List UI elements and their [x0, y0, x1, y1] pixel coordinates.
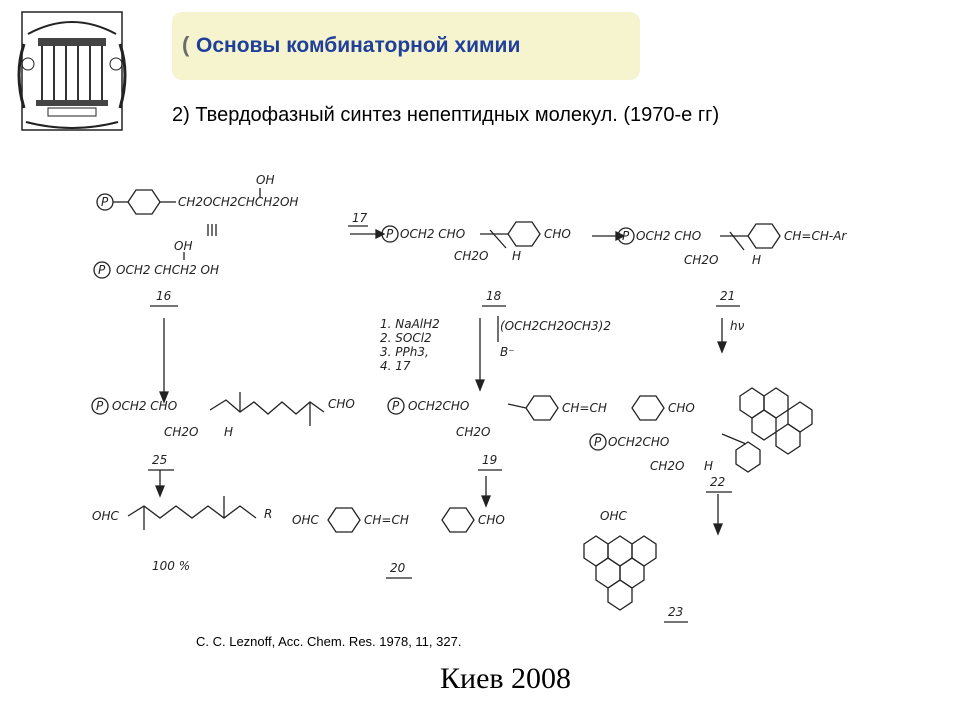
- svg-text:P: P: [98, 263, 106, 277]
- svg-text:CHO: CHO: [328, 397, 355, 411]
- svg-text:CH2O: CH2O: [454, 249, 489, 263]
- compound-22-label: 22: [710, 475, 726, 489]
- svg-text:OCH2CHO: OCH2CHO: [408, 399, 470, 413]
- svg-text:CH2O: CH2O: [456, 425, 491, 439]
- svg-text:CHO: CHO: [668, 401, 695, 415]
- svg-text:H: H: [752, 253, 762, 267]
- svg-text:OCH2 CHO: OCH2 CHO: [112, 399, 178, 413]
- title-box: [172, 12, 640, 80]
- svg-text:P: P: [101, 195, 109, 209]
- svg-text:OHC: OHC: [92, 509, 119, 523]
- reaction-scheme: [80, 160, 880, 640]
- page-title: Основы комбинаторной химии: [196, 34, 521, 57]
- svg-text:H: H: [512, 249, 522, 263]
- svg-text:OHC: OHC: [292, 513, 319, 527]
- compound-17-label: 17: [352, 211, 368, 225]
- svg-text:CH=CH: CH=CH: [364, 513, 409, 527]
- svg-text:CHO: CHO: [478, 513, 505, 527]
- compound-25-label: 25: [152, 453, 168, 467]
- solvent-label: (OCH2CH2OCH3)2: [500, 319, 611, 333]
- svg-text:OCH2 CHO: OCH2 CHO: [636, 229, 702, 243]
- svg-text:OHC: OHC: [600, 509, 627, 523]
- reagent-4: 4. 17: [380, 359, 411, 373]
- svg-text:H: H: [704, 459, 714, 473]
- yield-label: 100 %: [152, 559, 191, 573]
- svg-text:P: P: [386, 227, 394, 241]
- svg-text:CH2O: CH2O: [650, 459, 685, 473]
- svg-text:CH=CH-Ar: CH=CH-Ar: [784, 229, 847, 243]
- svg-text:CHO: CHO: [544, 227, 571, 241]
- svg-text:CH=CH: CH=CH: [562, 401, 607, 415]
- svg-text:H: H: [224, 425, 234, 439]
- svg-text:CH2O: CH2O: [164, 425, 199, 439]
- compound-16-label: 16: [156, 289, 172, 303]
- svg-text:CH2OCH2CHCH2OH: CH2OCH2CHCH2OH: [178, 195, 299, 209]
- svg-text:OCH2CHO: OCH2CHO: [608, 435, 670, 449]
- reference-citation: C. C. Leznoff, Acc. Chem. Res. 1978, 11, 327.: [196, 634, 462, 649]
- reagent-3: 3. PPh3,: [380, 345, 429, 359]
- university-crest-icon: [8, 4, 136, 136]
- svg-text:P: P: [594, 435, 602, 449]
- light-label: hν: [730, 319, 745, 333]
- svg-text:P: P: [96, 399, 104, 413]
- svg-text:R: R: [264, 507, 273, 521]
- svg-text:OCH2 CHCH2 OH: OCH2 CHCH2 OH: [116, 263, 220, 277]
- compound-20-label: 20: [390, 561, 406, 575]
- base-label: B⁻: [500, 345, 515, 359]
- reagent-1: 1. NaAlH2: [380, 317, 440, 331]
- svg-text:CH2O: CH2O: [684, 253, 719, 267]
- compound-23-label: 23: [668, 605, 684, 619]
- svg-text:OH: OH: [174, 239, 193, 253]
- section-subtitle: 2) Твердофазный синтез непептидных молекул. (1970-е гг): [172, 104, 720, 126]
- reagent-2: 2. SOCl2: [380, 331, 432, 345]
- compound-18-label: 18: [486, 289, 502, 303]
- svg-text:OH: OH: [256, 173, 275, 187]
- svg-text:P: P: [392, 399, 400, 413]
- compound-21-label: 21: [720, 289, 736, 303]
- compound-19-label: 19: [482, 453, 498, 467]
- title-mark: (: [182, 32, 190, 57]
- footer-text: Киев 2008: [440, 662, 572, 695]
- svg-text:P: P: [622, 229, 630, 243]
- svg-text:OCH2 CHO: OCH2 CHO: [400, 227, 466, 241]
